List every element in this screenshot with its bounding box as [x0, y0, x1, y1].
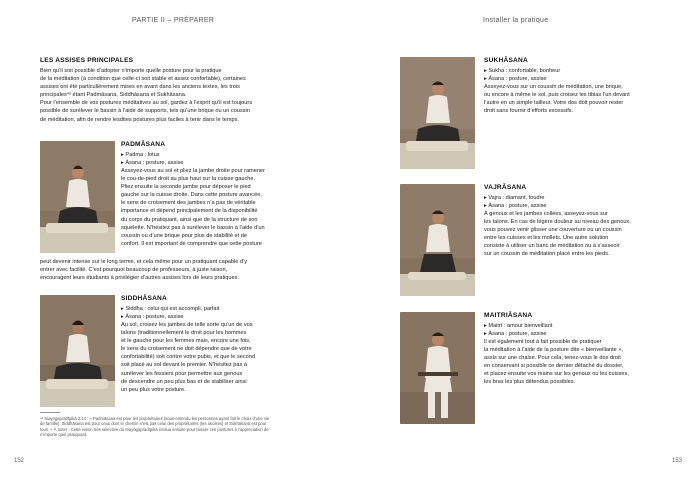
text-line: principales⁴² étant Padmāsana, Siddhāsana et Sukhāsana. [40, 92, 187, 99]
text-line: peut devenir intense sur le long terme, et cela même pour un pratiquant capable d’y [40, 259, 248, 265]
meta-line: ▸ Siddha : celui qui est accompli, parfait [121, 306, 220, 312]
text-line: vous pouvez venir glisser une couverture ou un coussin [484, 227, 622, 234]
posture-title: MAITRIĀSANA [484, 312, 533, 319]
text-line: l’autre en un simple tailleur. Votre dos doit pouvoir rester [484, 100, 624, 107]
meta-line: ▸ Āsana : posture, assise [484, 203, 547, 209]
meta-line: ▸ Maitrī : amour bienveillant [484, 323, 553, 329]
posture-title: PADMĀSANA [121, 141, 166, 148]
page-number-right: 153 [672, 458, 683, 464]
meta-line: ▸ Āsana : posture, assise [121, 160, 184, 166]
intro-section [40, 57, 300, 124]
sukhasana-photo [400, 57, 475, 169]
text-line: de méditation, afin de rendre lesdites postures plus faciles à tenir dans le temps. [40, 116, 239, 123]
text-line: Pliez ensuite la seconde jambe pour déposer le pied [121, 184, 251, 191]
text-line: entrer avec facilité. C’est pourquoi beaucoup de professeurs, à juste raison, [40, 267, 228, 274]
text-line: et le gauche pour les femmes mais, encore une fois, [121, 338, 251, 345]
text-line: surélever les fessiers pour permettre aux genoux [121, 370, 243, 377]
sukhasana-section [484, 57, 674, 115]
text-line: possible de surélever le bassin à l’aide de supports, tels qu’une brique ou un coussin [40, 108, 250, 115]
text-line: droit sans fournir d’efforts excessifs. [484, 108, 574, 115]
text-line: soit placé au sol devant le premier. N’hésitez pas à [121, 362, 247, 369]
text-line: entre les cuisses et les mollets. Une autre solution [484, 235, 609, 242]
text-line: sur un coussin de méditation placé entre les pieds. [484, 251, 610, 258]
text-line: un peu plus votre posture. [121, 386, 186, 393]
text-line: Asseyez-vous sur un coussin de méditation, une brique, [484, 84, 623, 90]
posture-title: SIDDHĀSANA [121, 295, 167, 302]
text-line: confortabilité) soit contre votre pubis, et que le second [121, 354, 256, 361]
text-line: le cou-de-pied droit au plus haut sur la cuisse gauche. [121, 176, 256, 183]
text-line: Asseyez-vous au sol et pliez la jambe droite pour ramener [121, 168, 265, 174]
section-title: LES ASSISES PRINCIPALES [40, 57, 134, 64]
meta-line: ▸ Āsana : posture, assise [484, 76, 547, 82]
intro-text [40, 67, 300, 124]
padmasana-photo [40, 141, 115, 253]
posture-title: SUKHĀSANA [484, 57, 528, 64]
text-line: le sens du croisement ne doit dépendre que de votre [121, 346, 252, 353]
text-line: la méditation à l’aide de la posture dite « bienveillante », [484, 347, 624, 354]
meta-line: ▸ Padma : lotus [121, 152, 160, 158]
text-line: squelette. N’hésitez pas à surélever le bassin à l’aide d’un [121, 224, 265, 231]
page-number-left: 152 [14, 458, 25, 464]
siddhasana-section [121, 295, 306, 394]
vajrasana-photo [400, 184, 475, 296]
siddhasana-photo [40, 295, 115, 407]
meta-line: ▸ Āsana : posture, assise [121, 314, 184, 320]
text-line: les talons. En cas de légère douleur au niveau des genoux, [484, 219, 631, 226]
padmasana-section [121, 141, 306, 248]
text-line: gauche sur la cuisse droite. Dans cette posture avancée, [121, 192, 262, 199]
text-line: assises ont été particulièrement mises en avant dans les anciens textes, les trois [40, 84, 240, 91]
meta-line: ▸ Sukha : confortable, bonheur [484, 68, 561, 74]
meta-line: ▸ Āsana : posture, assise [484, 331, 547, 337]
text-line: encouragent leurs étudiants à privilégier d’autres assises lors de leurs pratiques. [40, 275, 239, 282]
text-line: importance et dépend principalement de la disponibilité [121, 208, 258, 215]
text-line: À genoux et les jambes collées, asseyez-vous sur [484, 211, 608, 217]
text-line: du corps du pratiquant, ainsi que de la structure de son [121, 216, 258, 223]
running-head-left: PARTIE II – PRÉPARER [132, 17, 215, 24]
running-head-right: Installer la pratique [483, 17, 549, 24]
text-line: coussin ou d’une brique pour plus de stabilité et de [121, 232, 247, 239]
text-line: de la méditation (à condition que celle-ci soit stable et assez confortable), certaines [40, 76, 246, 83]
text-line: talons (traditionnellement le droit pour les hommes [121, 330, 247, 337]
text-line: assis sur une chaise. Pour cela, tenez-vous le dos droit [484, 355, 621, 362]
padmasana-tail [40, 258, 310, 282]
footnote-rule [40, 412, 60, 413]
text-line: les bras les plus détendus possibles. [484, 379, 576, 386]
text-line: le sens de croisement des jambes n’a pas de véritable [121, 200, 256, 207]
text-line: en conservant si possible ce dernier détaché du dossier, [484, 363, 624, 370]
footnote: ⁴² Siayogapradīpikā 2.14 : « Padmāsana est pour les propriétaires (sous-entendu les personnes ayant fait le choix d’une vie de famille). Siddhāsana est pour ceux dont le chemin n’est pas celui des propriétaires (les ascètes) et Sukhāsana est pour tous. » À noter : Cette vision très sélective du Siayogapradīpikā évolua ensuite pour laisser ces postures à l’appréciation de n’importe quel pratiquant. [40, 416, 270, 438]
meta-line: ▸ Vajra : diamant, foudre [484, 195, 545, 201]
text-line: consiste à utiliser un banc de méditation ou à s’asseoir [484, 243, 620, 250]
text-line: de descendre un peu plus bas et de stabiliser ainsi [121, 378, 247, 385]
maitriasana-section [484, 312, 679, 387]
text-line: Au sol, croisez les jambes de telle sorte qu’un de vos [121, 322, 253, 328]
text-line: confort. Il est important de comprendre que cette posture [121, 240, 262, 247]
vajrasana-section [484, 184, 679, 259]
text-line: et placez ensuite vos mains sur les genoux ou les cuisses, [484, 371, 629, 378]
text-line: Il est également tout à fait possible de pratiquer [484, 339, 602, 345]
text-line: Bien qu’il soit possible d’adopter n’importe quelle posture pour la pratique [40, 68, 222, 74]
maitriasana-photo [400, 312, 475, 424]
text-line: Pour l’ensemble de vos postures méditatives au sol, gardez à l’esprit qu’il est toujours [40, 100, 253, 107]
posture-title: VAJRĀSANA [484, 184, 527, 191]
text-line: ou encore à même le sol, puis croisez les tibias l’un devant [484, 92, 630, 99]
